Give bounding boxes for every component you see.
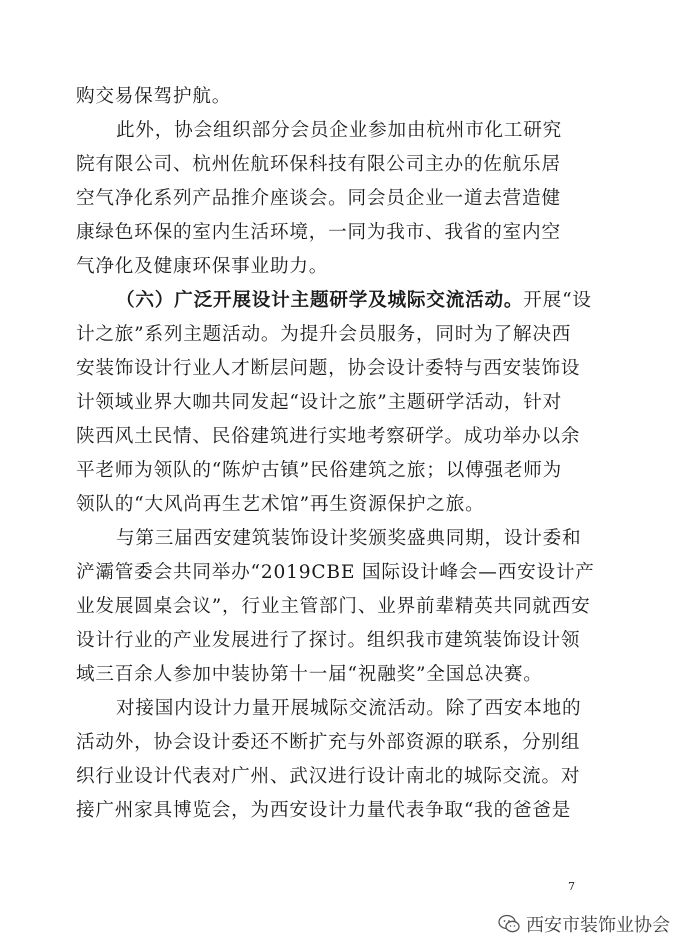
section-heading: （六）广泛开展设计主题研学及城际交流活动。 [116, 290, 524, 311]
paragraph-line: 活动外，协会设计委还不断扩充与外部资源的联系，分别组 [76, 732, 581, 753]
paragraph-line: 领队的“大风尚再生艺术馆”再生资源保护之旅。 [76, 494, 485, 515]
wechat-icon [498, 914, 520, 934]
paragraph-line: 陕西风土民情、民俗建筑进行实地考察研学。成功举办以余 [76, 426, 581, 447]
paragraph-line: 康绿色环保的室内生活环境，一同为我市、我省的室内空 [76, 222, 561, 243]
paragraph-line: 与第三届西安建筑装饰设计奖颁奖盛典同期，设计委和 [116, 528, 582, 549]
paragraph-line: 空气净化系列产品推介座谈会。同会员企业一道去营造健 [76, 188, 561, 209]
paragraph-line: 设计行业的产业发展进行了探讨。组织我市建筑装饰设计领 [76, 630, 581, 651]
paragraph-line: 接广州家具博览会，为西安设计力量代表争取“我的爸爸是 [76, 800, 572, 821]
paragraph-line: 气净化及健康环保事业助力。 [76, 256, 329, 277]
paragraph-line: 计领域业界大咖共同发起“设计之旅”主题研学活动，针对 [76, 392, 563, 413]
page-number: 7 [568, 880, 575, 893]
section-heading-line [76, 284, 616, 318]
document-body [76, 80, 616, 828]
paragraph-line: 计之旅”系列主题活动。为提升会员服务，同时为了解决西 [76, 324, 572, 345]
paragraph-line: 购交易保驾护航。 [76, 86, 232, 107]
paragraph-line: 浐灞管委会共同举办“2019CBE 国际设计峰会—西安设计产 [76, 562, 595, 583]
paragraph-line: 院有限公司、杭州佐航环保科技有限公司主办的佐航乐居 [76, 154, 561, 175]
paragraph-line: 此外，协会组织部分会员企业参加由杭州市化工研究 [116, 120, 563, 141]
paragraph-line: 织行业设计代表对广州、武汉进行设计南北的城际交流。对 [76, 766, 581, 787]
paragraph-line: 平老师为领队的“陈炉古镇”民俗建筑之旅；以傅强老师为 [76, 460, 563, 481]
paragraph-line: 对接国内设计力量开展城际交流活动。除了西安本地的 [116, 698, 582, 719]
paragraph-line: 业发展圆桌会议”，行业主管部门、业界前辈精英共同就西安 [76, 596, 591, 617]
paragraph-line: 安装饰设计行业人才断层问题，协会设计委特与西安装饰设 [76, 358, 581, 379]
watermark-text: 西安市装饰业协会 [526, 915, 670, 936]
account-watermark [498, 911, 670, 937]
paragraph-line: 域三百余人参加中装协第十一届“祝融奖”全国总决赛。 [76, 664, 543, 685]
section-heading-continuation: 开展“设 [523, 290, 592, 311]
